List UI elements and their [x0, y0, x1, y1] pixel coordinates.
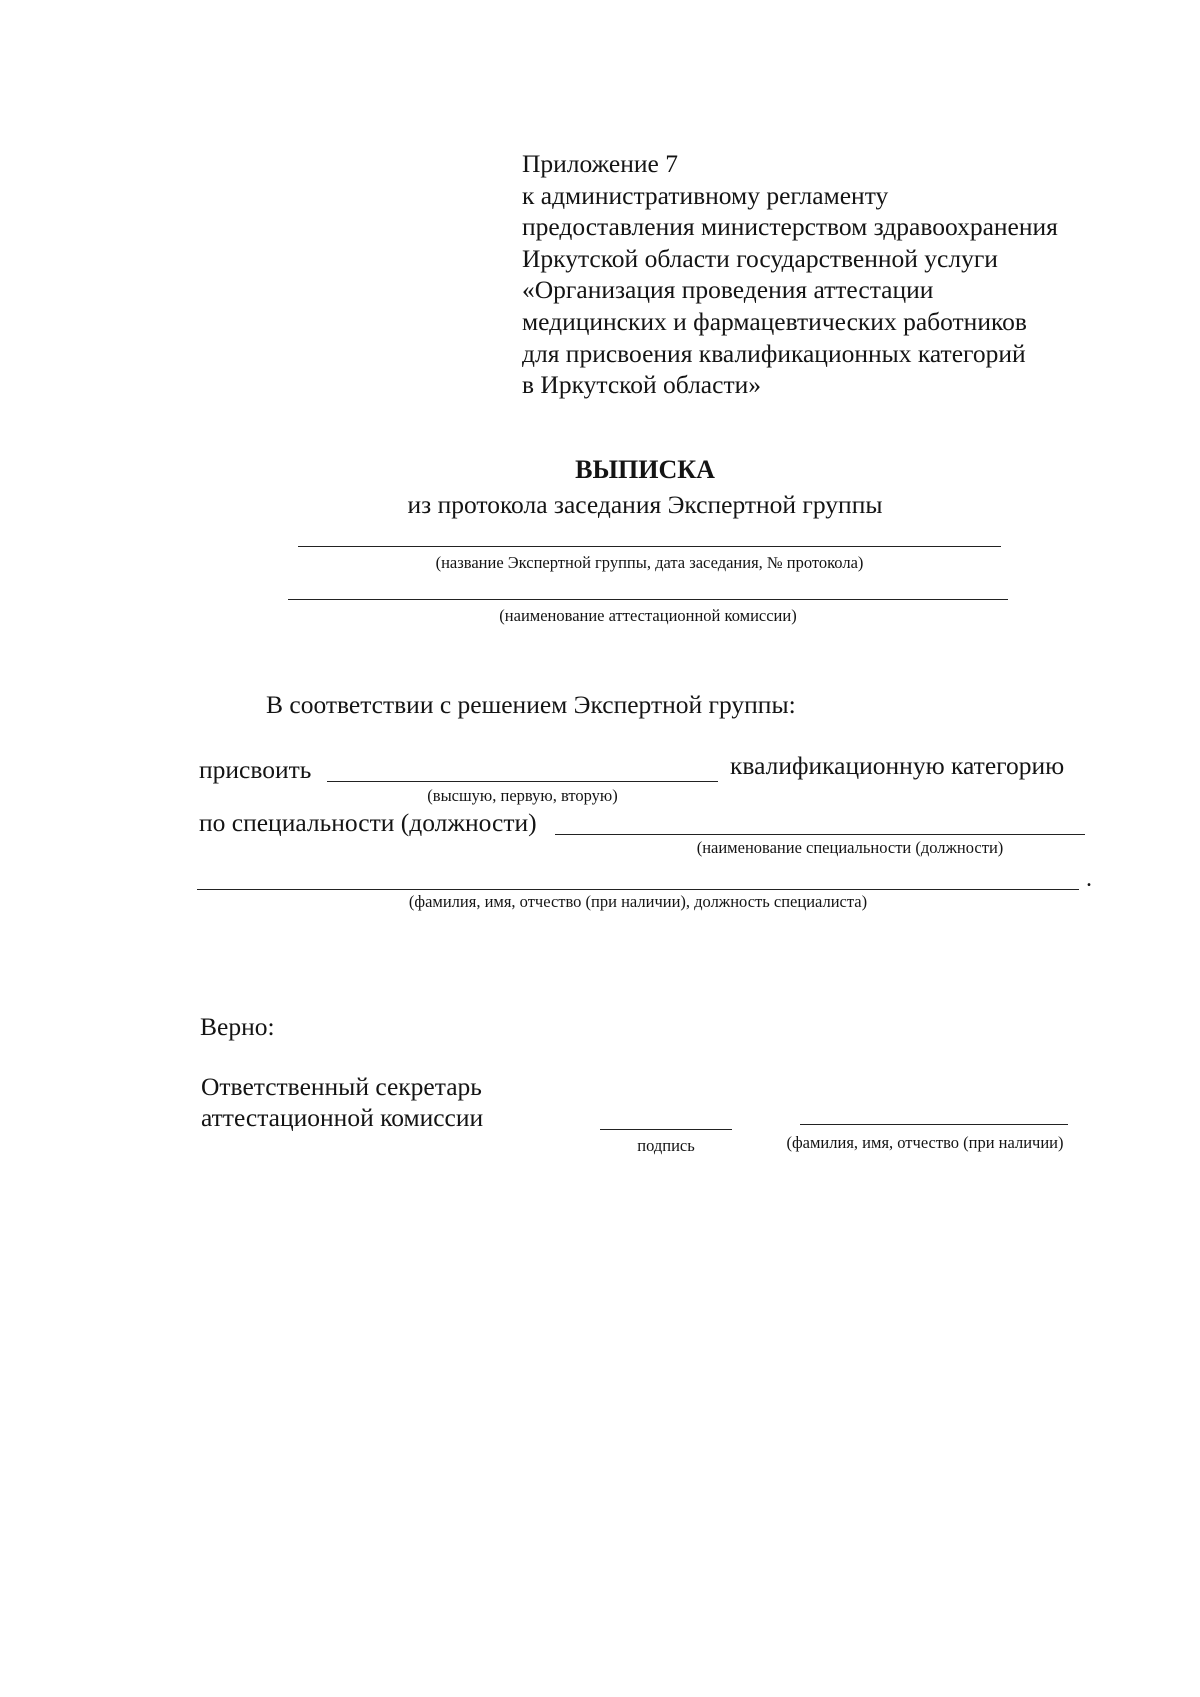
appendix-line: предоставления министерством здравоохранения [522, 212, 1058, 242]
signature-field-line [600, 1129, 732, 1130]
appendix-line: «Организация проведения аттестации [522, 275, 934, 305]
appendix-line: Приложение 7 [522, 149, 678, 178]
person-caption: (фамилия, имя, отчество (при наличии), должность специалиста) [408, 892, 868, 911]
commission-field-line [288, 599, 1008, 600]
name-caption: (фамилия, имя, отчество (при наличии) [786, 1133, 1064, 1152]
assign-label: присвоить [199, 755, 312, 784]
secretary-label-line2: аттестационной комиссии [201, 1103, 484, 1132]
appendix-note [522, 148, 1142, 401]
expert-group-field-line [298, 546, 1001, 547]
person-field-line [197, 889, 1079, 890]
name-field-line [800, 1124, 1068, 1125]
signature-caption: подпись [637, 1136, 695, 1155]
category-field-line [327, 781, 718, 782]
end-dot: . [1086, 866, 1092, 892]
secretary-label-line1: Ответственный секретарь [201, 1072, 482, 1101]
commission-caption: (наименование аттестационной комиссии) [499, 606, 797, 625]
document-title: ВЫПИСКА [575, 455, 715, 484]
specialty-caption: (наименование специальности (должности) [696, 838, 1004, 857]
specialty-field-line [555, 834, 1085, 835]
appendix-line: в Иркутской области» [522, 370, 761, 400]
appendix-line: к административному регламенту [522, 180, 889, 210]
specialty-label: по специальности (должности) [199, 808, 537, 837]
category-caption: (высшую, первую, вторую) [427, 786, 618, 805]
category-label: квалификационную категорию [730, 751, 1065, 780]
verified-label: Верно: [200, 1012, 275, 1041]
decision-intro: В соответствии с решением Экспертной группы: [266, 690, 796, 719]
appendix-line: для присвоения квалификационных категорий [522, 338, 1026, 368]
appendix-line: Иркутской области государственной услуги [522, 243, 998, 273]
expert-group-caption: (название Экспертной группы, дата заседания, № протокола) [435, 553, 864, 572]
document-subtitle: из протокола заседания Экспертной группы [407, 490, 883, 519]
appendix-line: медицинских и фармацевтических работников [522, 306, 1027, 336]
